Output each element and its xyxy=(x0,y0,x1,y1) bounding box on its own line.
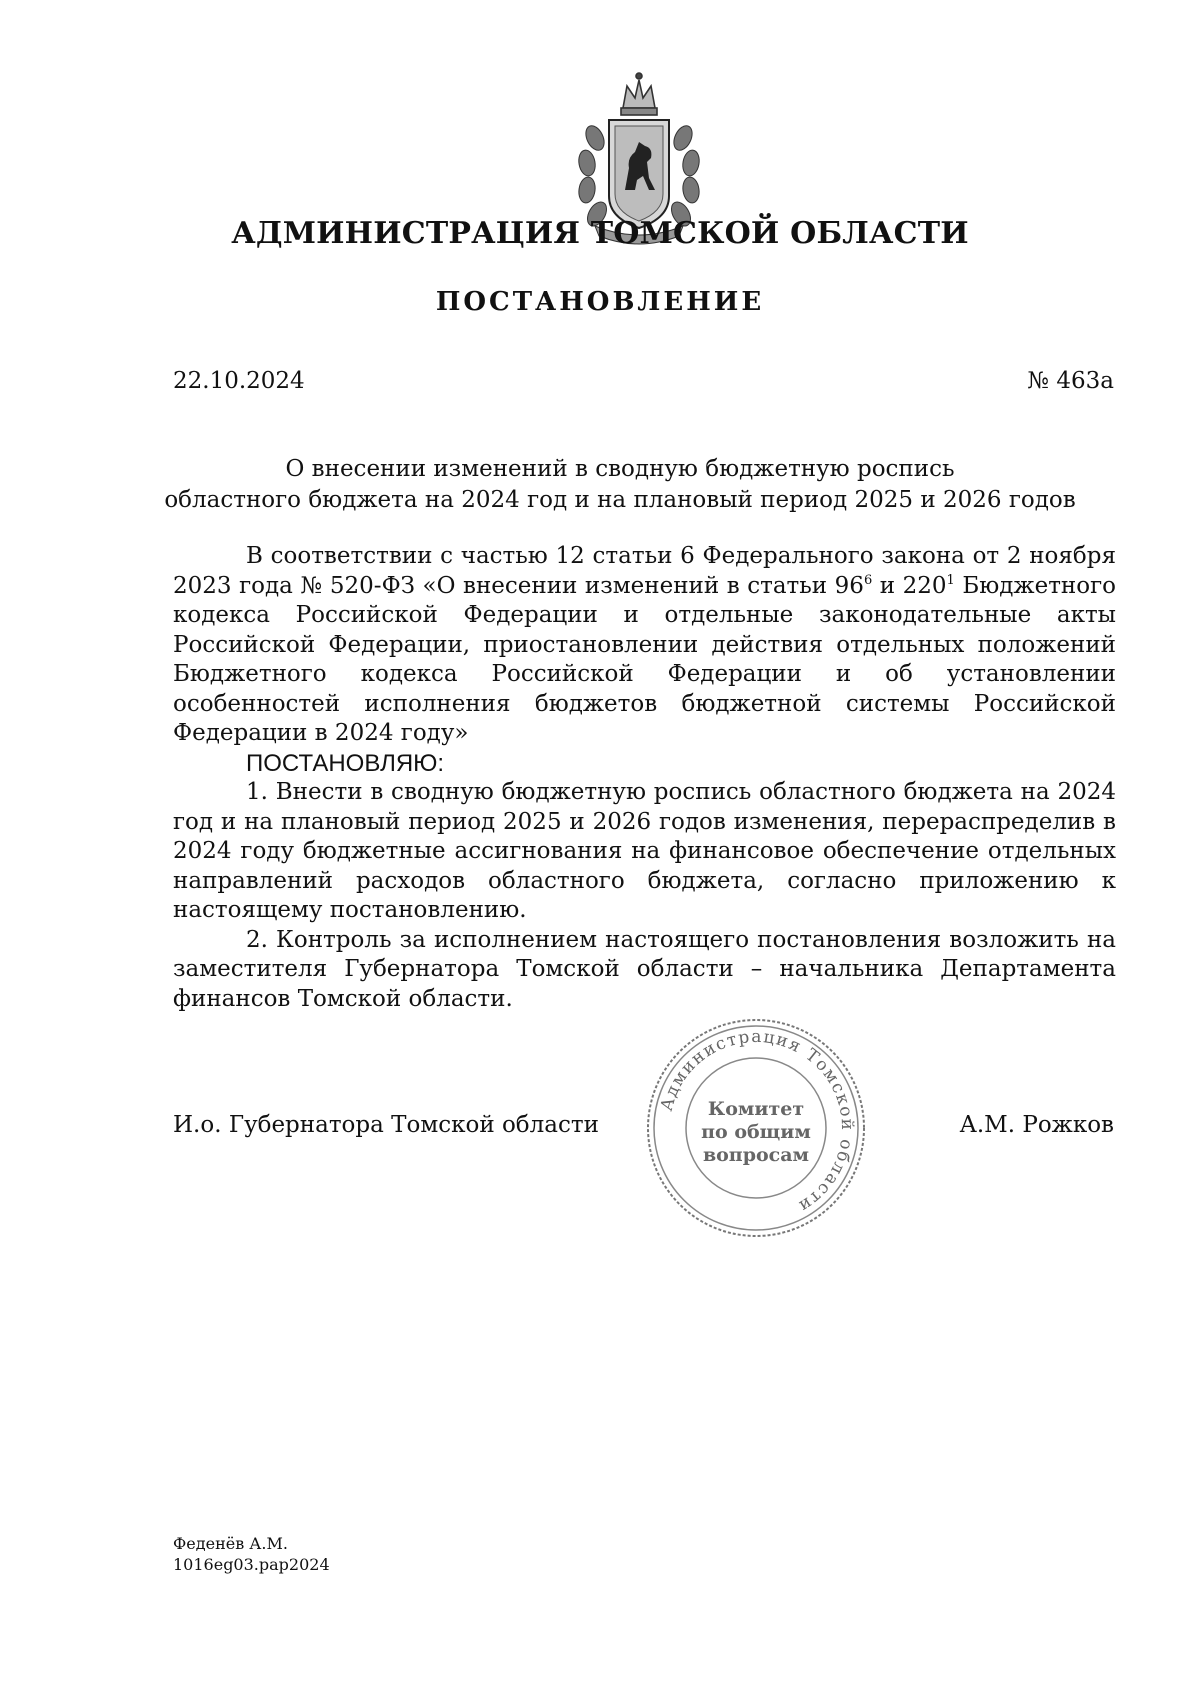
executor-name: Феденёв А.М. xyxy=(173,1534,288,1553)
organization-title: АДМИНИСТРАЦИЯ ТОМСКОЙ ОБЛАСТИ xyxy=(231,216,969,251)
file-reference: 1016eg03.pap2024 xyxy=(173,1555,330,1574)
stamp-center-line: по общим xyxy=(701,1121,811,1143)
footer-note xyxy=(173,1533,330,1575)
subject-line: областного бюджета на 2024 год и на плановый период 2025 и 2026 годов xyxy=(164,487,1076,513)
signatory-position: И.о. Губернатора Томской области xyxy=(173,1112,599,1138)
document-date: 22.10.2024 xyxy=(173,368,305,394)
stamp-center-line: вопросам xyxy=(702,1144,810,1166)
document-body xyxy=(173,542,1116,1014)
superscript: 1 xyxy=(946,572,955,588)
paragraph-item-1: 1. Внести в сводную бюджетную роспись областного бюджета на 2024 год и на плановый период 2025 и 2026 годов изменения, перераспределив в 2024 году бюджетные ассигнования на финансовое обеспечение отдельных направлений расходов областного бюджета, согласно приложению к настоящему постановлению. xyxy=(173,779,1116,923)
paragraph-item-2: 2. Контроль за исполнением настоящего постановления возложить на заместителя Губернатора Томской области – начальника Департамента финансов Томской области. xyxy=(173,926,1116,1012)
decree-word: ПОСТАНОВЛЯЮ: xyxy=(246,749,445,777)
official-stamp xyxy=(640,1012,872,1244)
document-number: № 463а xyxy=(1027,368,1114,394)
subject-line: О внесении изменений в сводную бюджетную роспись xyxy=(285,456,955,482)
document-subject xyxy=(120,454,1120,516)
superscript: 6 xyxy=(863,572,873,588)
document-type: ПОСТАНОВЛЕНИЕ xyxy=(435,287,765,317)
preamble-text: Бюджетного кодекса Российской Федерации и отдельные законодательные акты Российской Федерации, приостановлении действия отдельных положений Бюджетного кодекса Российской Федерации и об установлении особенностей исполнения бюджетов бюджетной системы Российской Федерации в 2024 году» xyxy=(173,572,1117,746)
preamble-text: В соответствии с частью 12 статьи 6 Федерального закона от 2 ноября 2023 года № 520-ФЗ «О внесении изменений в статьи 96 xyxy=(173,543,1116,599)
signatory-name: А.М. Рожков xyxy=(959,1112,1114,1138)
preamble-paragraph xyxy=(173,542,1116,749)
preamble-text: и 220 xyxy=(872,572,947,599)
stamp-center-line: Комитет xyxy=(707,1098,805,1120)
stamp-ring-text: Администрация Томской области xyxy=(656,1026,858,1217)
